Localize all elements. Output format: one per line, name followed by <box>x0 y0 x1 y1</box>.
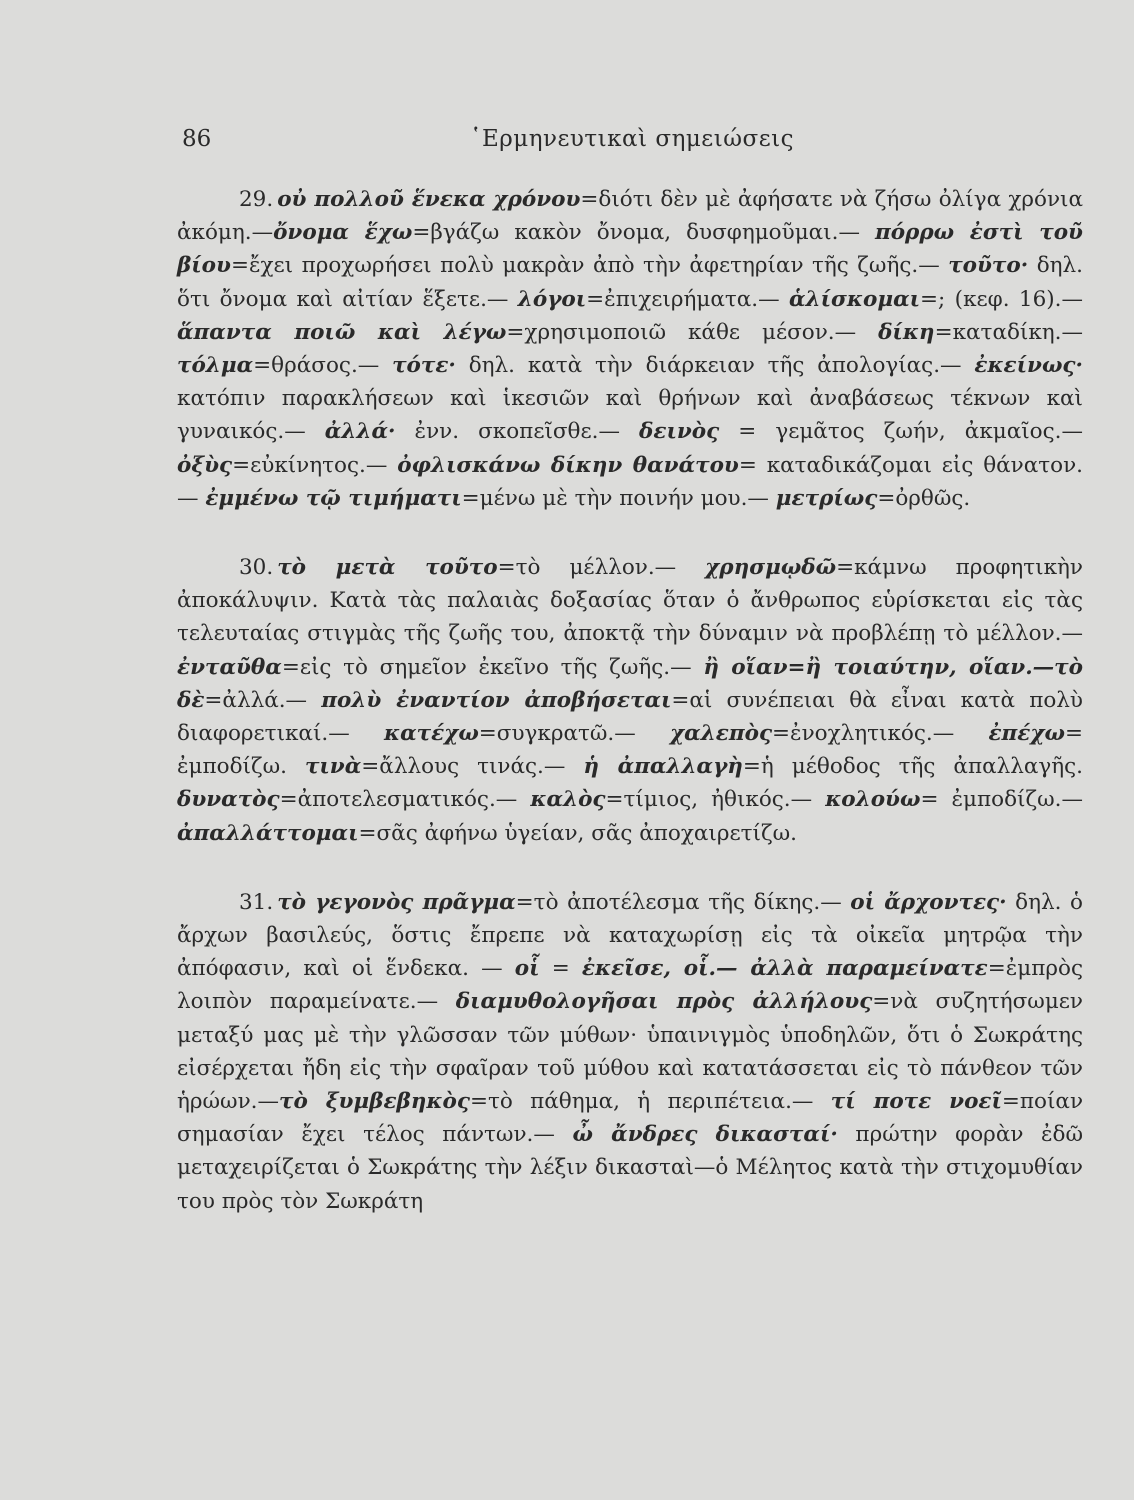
running-title: ῾Ερμηνευτικαὶ σημειώσεις <box>469 126 795 152</box>
lemma-term: χαλεπὸς <box>670 721 773 747</box>
lemma-term: τί ποτε νοεῖ <box>830 1089 1002 1115</box>
gloss-text: = γεμᾶτος ζωήν, ἀκμαῖος.— <box>719 419 1083 445</box>
gloss-text: =ἄλλους τινάς.— <box>361 754 584 780</box>
gloss-text: =εἰς τὸ σημεῖον ἐκεῖνο τῆς ζωῆς.— <box>281 654 704 680</box>
lemma-term: ἐπέχω <box>988 721 1065 747</box>
gloss-text: =ὀρθῶς. <box>877 485 971 511</box>
gloss-text: =διότι δὲν μὲ ἀφήσατε νὰ ζήσω ὀλίγα χρόνια ἀκόμη.— <box>177 187 1084 246</box>
lemma-term: κολούω <box>825 787 921 813</box>
note-number: 31. <box>239 889 274 915</box>
gloss-text: =ἔχει προχωρήσει πολὺ μακρὰν ἀπὸ τὴν ἀφετηρίαν τῆς ζωῆς.— <box>230 253 949 279</box>
lemma-term: ἐνταῦθα <box>177 654 282 680</box>
lemma-term: πολὺ ἐναντίον ἀποβήσεται <box>321 687 672 713</box>
lemma-term: μετρίως <box>775 485 878 511</box>
lemma-term: τὸ γεγονὸς πρᾶγμα <box>277 889 516 915</box>
lemma-term: χρησμῳδῶ <box>705 555 837 581</box>
lemma-term: ὀξὺς <box>177 452 233 478</box>
lemma-term: ἅπαντα ποιῶ καὶ λέγω <box>177 319 507 345</box>
gloss-text: =τὸ πάθημα, ἡ περιπέτεια.— <box>469 1089 831 1115</box>
gloss-text: ἐνν. σκοπεῖσθε.— <box>395 419 640 445</box>
lemma-term: τὸ ξυμβεβηκὸς <box>279 1089 470 1115</box>
gloss-text: =ἐνοχλητικός.— <box>772 721 989 747</box>
lemma-term: τοῦτο· <box>948 253 1029 279</box>
lemma-term: πόρρω ἐστὶ τοῦ βίου <box>177 220 1083 279</box>
gloss-text: = <box>539 956 582 982</box>
gloss-text: =τὸ ἀποτέλεσμα τῆς δίκης.— <box>515 889 851 915</box>
gloss-text: δηλ. ὅτι ὄνομα καὶ αἰτίαν ἕξετε.— <box>177 253 1083 312</box>
lemma-term: δεινὸς <box>639 419 720 445</box>
gloss-text: πρώτην φορὰν ἐδῶ μεταχειρίζεται ὁ Σωκράτης τὴν λέξιν δικασταὶ—ὁ Μέλητος κατὰ τὴν στιχομυθίαν του πρὸς τὸν Σωκράτη <box>177 1122 1084 1214</box>
lemma-term: ὄνομα ἕχω <box>273 220 413 246</box>
note-number: 29. <box>239 187 274 212</box>
lemma-term: ἀλλά· <box>324 419 396 445</box>
note-paragraph-29 <box>177 183 1083 515</box>
gloss-text: =κάμνω προφητικὴν ἀποκάλυψιν. Κατὰ τὰς παλαιὰς δοξασίας ὅταν ὁ ἄνθρωπος εὑρίσκεται εἰς τὰς τελευταίας στιγμὰς τῆς ζωῆς του, ἀποκτᾷ τὴν δύναμιν νὰ προβλέπῃ τὸ μέλλον.— <box>177 555 1083 647</box>
note-paragraph-30 <box>177 551 1083 850</box>
page-header <box>180 126 1084 162</box>
lemma-term: τινὰ <box>304 754 362 780</box>
page-number: 86 <box>182 126 212 152</box>
gloss-text: =ἡ μέθοδος τῆς ἀπαλλαγῆς. <box>742 754 1083 780</box>
gloss-text: =ἐμπρὸς λοιπὸν παραμείνατε.— <box>177 956 1084 1015</box>
gloss-text: δηλ. κατὰ τὴν διάρκειαν τῆς ἀπολογίας.— <box>455 353 975 379</box>
gloss-text: =ποίαν σημασίαν ἔχει τέλος πάντων.— <box>177 1089 1084 1148</box>
lemma-term: οἱ ἄρχοντες· <box>850 889 1007 915</box>
lemma-term: λόγοι <box>517 286 587 312</box>
lemma-term: ἁλίσκομαι <box>789 286 921 312</box>
lemma-term: ἐκεῖσε, οἷ.— ἀλλὰ παραμείνατε <box>581 956 988 982</box>
gloss-text: =μένω μὲ τὴν ποινήν μου.— <box>461 485 776 511</box>
lemma-term: διαμυθολογῆσαι πρὸς ἀλλήλους <box>455 989 873 1015</box>
lemma-term: καλὸς <box>530 787 606 813</box>
lemma-term: δυνατὸς <box>177 787 280 813</box>
gloss-text: =; (κεφ. 16).— <box>920 286 1083 312</box>
lemma-term: ἢ οἵαν=ἢ τοιαύτην, οἵαν.—τὸ δὲ <box>177 654 1083 713</box>
gloss-text: κατόπιν παρακλήσεων καὶ ἱκεσιῶν καὶ θρήνων καὶ ἀναβάσεως τέκνων καὶ γυναικός.— <box>177 386 1083 445</box>
lemma-term: τὸ μετὰ τοῦτο <box>277 555 498 581</box>
gloss-text: δηλ. ὁ ἄρχων βασιλεύς, ὅστις ἔπρεπε νὰ καταχωρίσῃ εἰς τὰ οἰκεῖα μητρῷα τὴν ἀπόφασιν, καὶ οἱ ἕνδεκα. — <box>177 889 1083 982</box>
gloss-text: = ἐμποδίζω.— <box>920 787 1083 813</box>
lemma-term: ὀφλισκάνω δίκην θανάτου <box>397 452 739 478</box>
gloss-text: =τίμιος, ἠθικός.— <box>605 787 826 813</box>
note-paragraph-31 <box>177 886 1083 1218</box>
gloss-text: =ἀλλά.— <box>204 687 322 713</box>
lemma-term: οὐ πολλοῦ ἕνεκα χρόνου <box>277 187 581 212</box>
page-body <box>177 183 1083 1254</box>
note-number: 30. <box>239 555 274 581</box>
lemma-term: οἷ <box>514 956 540 982</box>
gloss-text: =ἀποτελεσματικός.— <box>279 787 531 813</box>
gloss-text: =βγάζω κακὸν ὄνομα, δυσφημοῦμαι.— <box>412 220 875 246</box>
gloss-text: =αἱ συνέπειαι θὰ εἶναι κατὰ πολὺ διαφορετικαί.— <box>177 687 1083 747</box>
gloss-text: =ἐπιχειρήματα.— <box>586 286 790 312</box>
gloss-text: =νὰ συζητήσωμεν μεταξύ μας μὲ τὴν γλῶσσαν τῶν μύθων· ὑπαινιγμὸς ὑποδηλῶν, ὅτι ὁ Σωκράτης εἰσέρχεται ἤδη εἰς τὴν σφαῖραν τοῦ μύθου καὶ κατατάσσεται εἰς τὸ πάνθεον τῶν ἡρώων.— <box>177 989 1084 1115</box>
gloss-text: =συγκρατῶ.— <box>478 721 671 747</box>
lemma-term: δίκη <box>878 319 935 345</box>
lemma-term: ὦ ἄνδρες δικασταί· <box>572 1122 838 1148</box>
gloss-text: =θράσος.— <box>253 353 393 379</box>
gloss-text: = καταδικάζομαι εἰς θάνατον.— <box>177 452 1084 511</box>
gloss-text: =καταδίκη.— <box>934 319 1083 345</box>
lemma-term: τόλμα <box>177 353 254 379</box>
gloss-text: =εὐκίνητος.— <box>232 452 398 478</box>
lemma-term: κατέχω <box>383 721 479 747</box>
gloss-text: = ἐμποδίζω. <box>177 721 1083 780</box>
lemma-term: ἡ ἀπαλλαγὴ <box>583 754 743 780</box>
lemma-term: ἐκείνως· <box>974 353 1083 379</box>
lemma-term: ἐμμένω τῷ τιμήματι <box>205 485 462 511</box>
lemma-term: ἀπαλλάττομαι <box>177 820 359 846</box>
gloss-text: =χρησιμοποιῶ κάθε μέσον.— <box>506 319 879 345</box>
gloss-text: =σᾶς ἀφήνω ὑγείαν, σᾶς ἀποχαιρετίζω. <box>358 820 797 846</box>
lemma-term: τότε· <box>392 353 456 379</box>
gloss-text: =τὸ μέλλον.— <box>497 555 706 581</box>
